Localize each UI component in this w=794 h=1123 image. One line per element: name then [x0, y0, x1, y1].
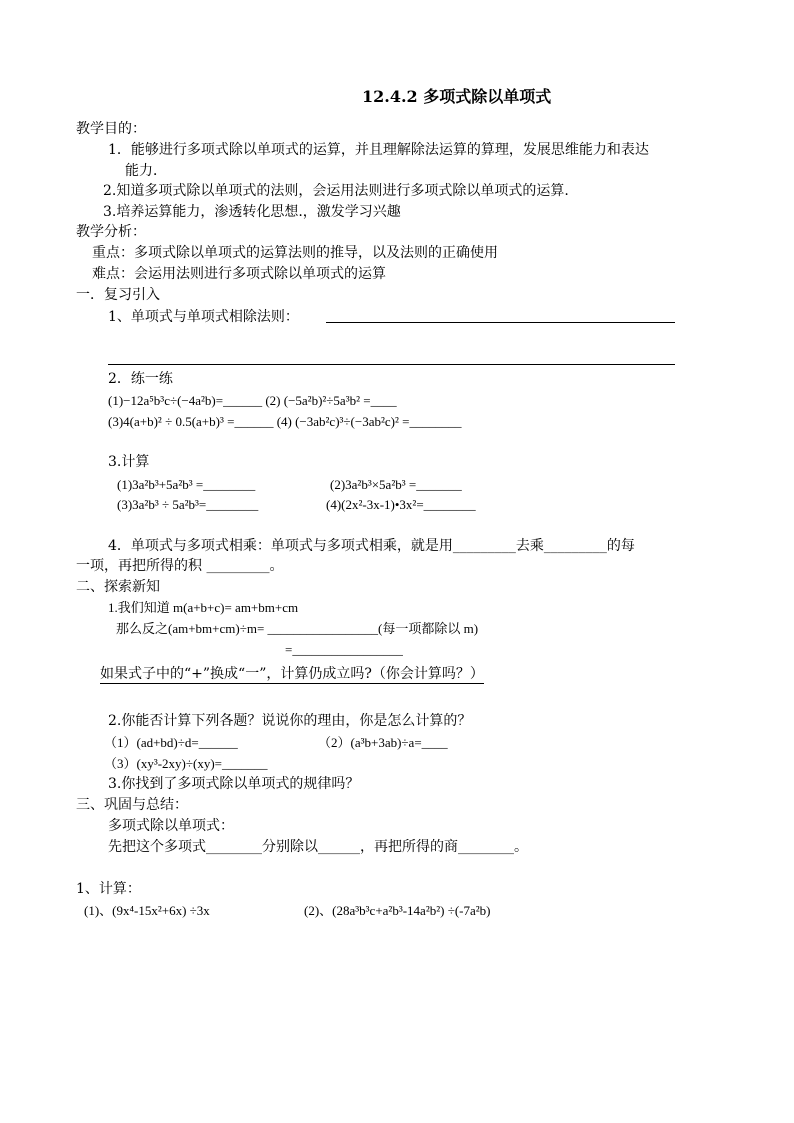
explore-p1-equals: =_________________ — [285, 642, 403, 657]
explore-p1-converse: 那么反之(am+bm+cm)÷m= _________________(每一项都除以 m) — [116, 621, 479, 636]
objective-1-line2: 能力． — [125, 163, 167, 179]
answer-line-1 — [326, 322, 675, 323]
review-q3-b: (2)3a²b³×5a²b³ =_______ — [330, 477, 462, 492]
review-q3-a: (1)3a²b³+5a²b³ =________ — [117, 477, 256, 492]
review-q4-line1: 4．单项式与多项式相乘：单项式与多项式相乘，就是用_________去乘_________的每 — [108, 538, 635, 554]
objective-2: 2.知道多项式除以单项式的法则，会运用法则进行多项式除以单项式的运算. — [103, 183, 569, 199]
answer-line-2 — [108, 364, 675, 365]
explore-question-text: 如果式子中的“+”换成“一”，计算仍成立吗?（你会计算吗？） — [100, 666, 484, 682]
explore-question — [100, 665, 484, 683]
review-q2-line2: (3)4(a+b)² ÷ 0.5(a+b)³ =______ (4) (−3ab²c)³÷(−3ab²c)² =________ — [108, 414, 462, 429]
summary-line2: 先把这个多项式________分别除以______，再把所得的商________。 — [108, 839, 528, 855]
review-q4-line2: 一项，再把所得的积 _________。 — [76, 558, 284, 574]
exercise-b: (2)、(28a³b³c+a²b³-14a²b²) ÷(-7a²b) — [304, 903, 491, 918]
explore-p2-c: （3）(xy³-2xy)÷(xy)=_______ — [104, 756, 268, 771]
review-heading: 一．复习引入 — [76, 287, 160, 303]
page-title: 12.4.2 多项式除以单项式 — [362, 87, 552, 106]
exercise-heading: 1、计算： — [76, 881, 141, 897]
explore-p2-b: （2）(a³b+3ab)÷a=____ — [318, 735, 448, 750]
explore-heading: 二、探索新知 — [76, 579, 160, 595]
exercise-a: (1)、(9x⁴-15x²+6x) ÷3x — [84, 903, 210, 918]
analysis-difficulty: 难点：会运用法则进行多项式除以单项式的运算 — [92, 266, 386, 282]
review-q2-line1: (1)−12a⁵b³c÷(−4a²b)=______ (2) (−5a²b)²÷5a³b² =____ — [108, 393, 397, 408]
review-q1: 1、单项式与单项式相除法则： — [108, 309, 299, 325]
review-q3-c: (3)3a²b³ ÷ 5a²b³=________ — [117, 497, 259, 512]
explore-p1: 1.我们知道 m(a+b+c)= am+bm+cm — [108, 600, 299, 615]
review-q2-heading: 2．练一练 — [108, 371, 173, 387]
analysis-heading: 教学分析： — [76, 224, 146, 240]
explore-p2: 2.你能否计算下列各题？说说你的理由，你是怎么计算的？ — [108, 713, 472, 729]
objective-1-line1: 1．能够进行多项式除以单项式的运算，并且理解除法运算的算理，发展思维能力和表达 — [108, 142, 649, 158]
objective-3: 3.培养运算能力，渗透转化思想.，激发学习兴趣 — [103, 204, 401, 220]
review-q3-d: (4)(2x²-3x-1)•3x²=________ — [326, 497, 476, 512]
summary-heading: 三、巩固与总结： — [76, 797, 188, 813]
explore-p2-a: （1）(ad+bd)÷d=______ — [104, 735, 238, 750]
analysis-key-point: 重点：多项式除以单项式的运算法则的推导，以及法则的正确使用 — [92, 245, 498, 261]
explore-p3: 3.你找到了多项式除以单项式的规律吗？ — [108, 776, 360, 792]
objectives-heading: 教学目的： — [76, 121, 146, 137]
review-q3-heading: 3.计算 — [108, 454, 150, 470]
summary-line1: 多项式除以单项式： — [108, 818, 234, 834]
